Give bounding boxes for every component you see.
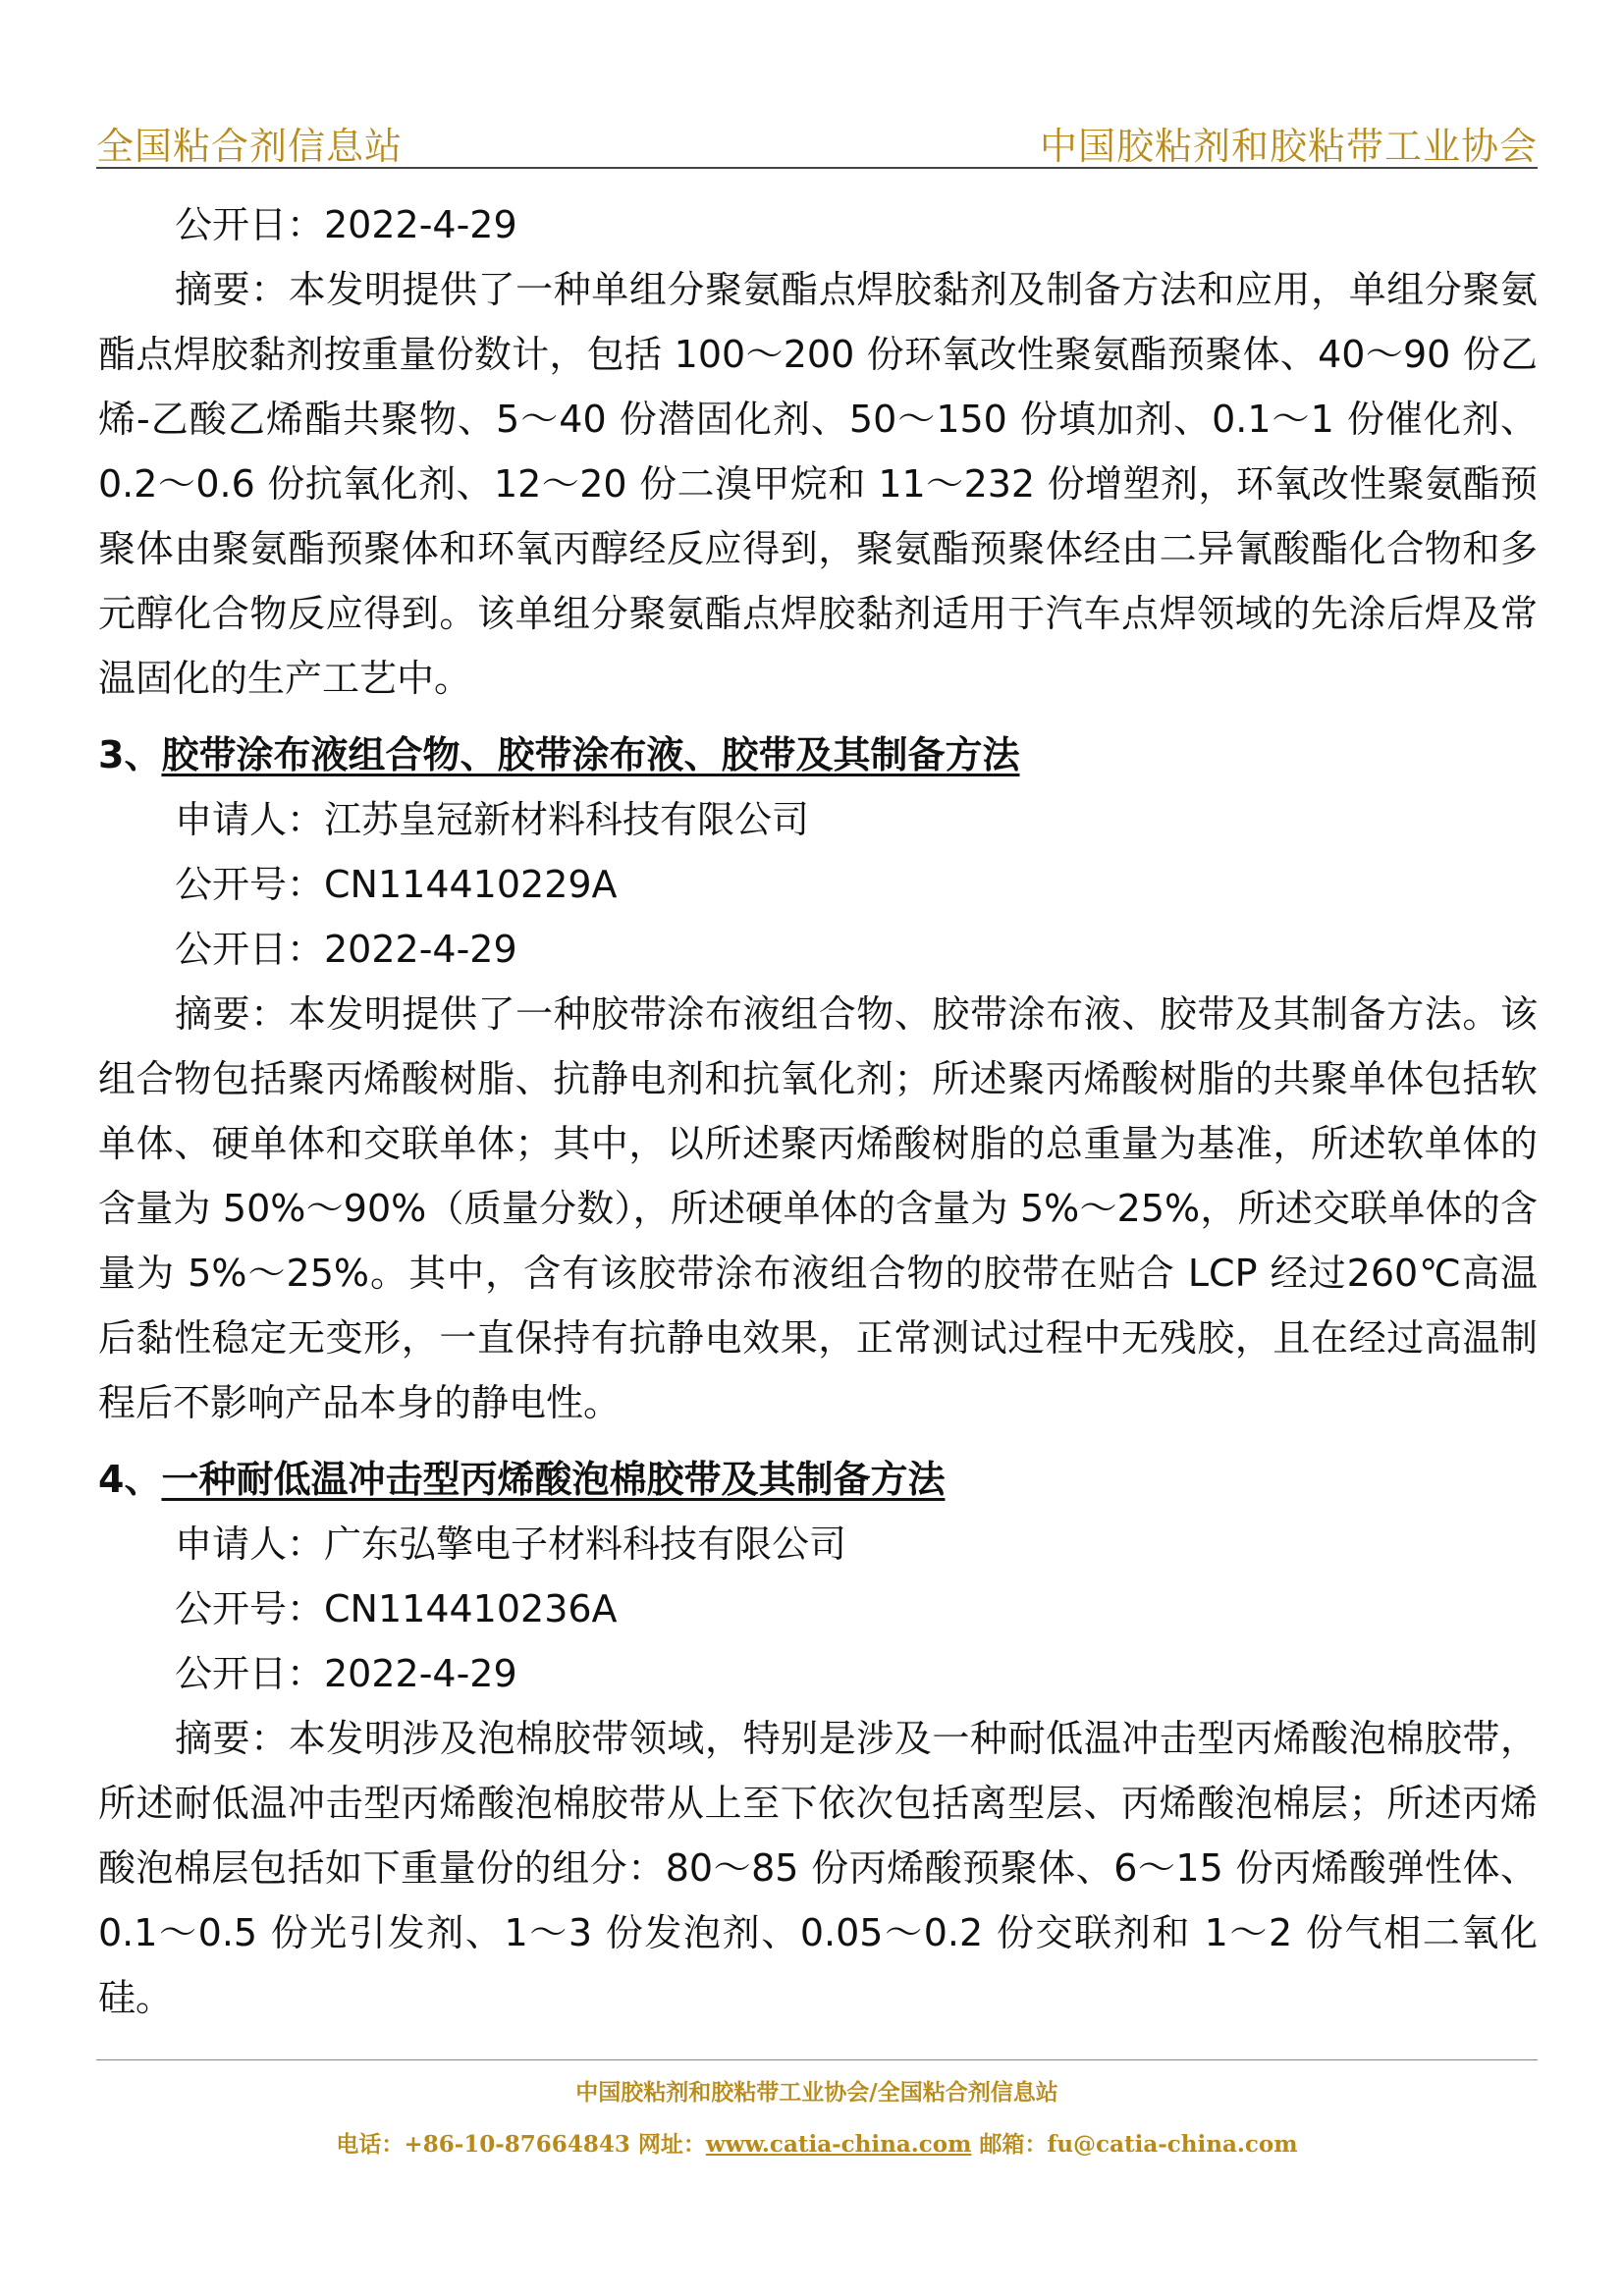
publication-number: 公开号：CN114410236A — [175, 1587, 618, 1630]
section-title — [98, 1447, 1538, 1512]
applicant: 申请人：江苏皇冠新材料科技有限公司 — [175, 798, 810, 841]
publication-number: 公开号：CN114410229A — [175, 863, 618, 906]
page-footer — [96, 2059, 1538, 2159]
section-title-text: 一种耐低温冲击型丙烯酸泡棉胶带及其制备方法 — [161, 1458, 946, 1501]
publication-date: 公开日：2022-4-29 — [175, 1652, 517, 1695]
section-number: 4、 — [98, 1458, 162, 1501]
section-title-text: 胶带涂布液组合物、胶带涂布液、胶带及其制备方法 — [161, 733, 1020, 776]
section-title — [98, 722, 1538, 787]
section-number: 3、 — [98, 733, 162, 776]
document-body — [98, 192, 1538, 2030]
footer-email: 邮箱：fu@catia-china.com — [971, 2131, 1298, 2158]
header-right-title: 中国胶粘剂和胶粘带工业协会 — [1039, 125, 1538, 168]
footer-organization: 中国胶粘剂和胶粘带工业协会/全国粘合剂信息站 — [575, 2079, 1058, 2106]
abstract: 摘要：本发明涉及泡棉胶带领域，特别是涉及一种耐低温冲击型丙烯酸泡棉胶带，所述耐低温冲击型丙烯酸泡棉胶带从上至下依次包括离型层、丙烯酸泡棉层；所述丙烯酸泡棉层包括如下重量份的组分：80～85 份丙烯酸预聚体、6～15 份丙烯酸弹性体、0.1～0.5 份光引发剂、1～3 份发泡剂、0.05～0.2 份交联剂和 1～2 份气相二氧化硅。 — [98, 1717, 1538, 2019]
abstract: 摘要：本发明提供了一种胶带涂布液组合物、胶带涂布液、胶带及其制备方法。该组合物包括聚丙烯酸树脂、抗静电剂和抗氧化剂；所述聚丙烯酸树脂的共聚单体包括软单体、硬单体和交联单体；其中，以所述聚丙烯酸树脂的总重量为基准，所述软单体的含量为 50%～90%（质量分数），所述硬单体的含量为 5%～25%，所述交联单体的含量为 5%～25%。其中，含有该胶带涂布液组合物的胶带在贴合 LCP 经过260℃高温后黏性稳定无变形，一直保持有抗静电效果，正常测试过程中无残胶，且在经过高温制程后不影响产品本身的静电性。 — [98, 992, 1538, 1424]
footer-contact — [96, 2126, 1538, 2159]
header-left-title: 全国粘合剂信息站 — [96, 125, 404, 168]
page-header — [96, 110, 1538, 169]
publication-date: 公开日：2022-4-29 — [175, 928, 517, 971]
intro-date: 公开日：2022-4-29 — [175, 203, 517, 246]
intro-abstract: 摘要：本发明提供了一种单组分聚氨酯点焊胶黏剂及制备方法和应用，单组分聚氨酯点焊胶黏剂按重量份数计，包括 100～200 份环氧改性聚氨酯预聚体、40～90 份乙烯-乙酸乙烯酯共聚物、5～40 份潜固化剂、50～150 份填加剂、0.1～1 份催化剂、0.2～0.6 份抗氧化剂、12～20 份二溴甲烷和 11～232 份增塑剂，环氧改性聚氨酯预聚体由聚氨酯预聚体和环氧丙醇经反应得到，聚氨酯预聚体经由二异氰酸酯化合物和多元醇化合物反应得到。该单组分聚氨酯点焊胶黏剂适用于汽车点焊领域的先涂后焊及常温固化的生产工艺中。 — [98, 268, 1538, 700]
section-3 — [98, 722, 1538, 1435]
footer-phone: 电话：+86-10-87664843 网址： — [336, 2131, 706, 2158]
footer-website-link[interactable]: www.catia-china.com — [705, 2131, 972, 2158]
applicant: 申请人：广东弘擎电子材料科技有限公司 — [175, 1522, 847, 1566]
section-4 — [98, 1447, 1538, 2030]
